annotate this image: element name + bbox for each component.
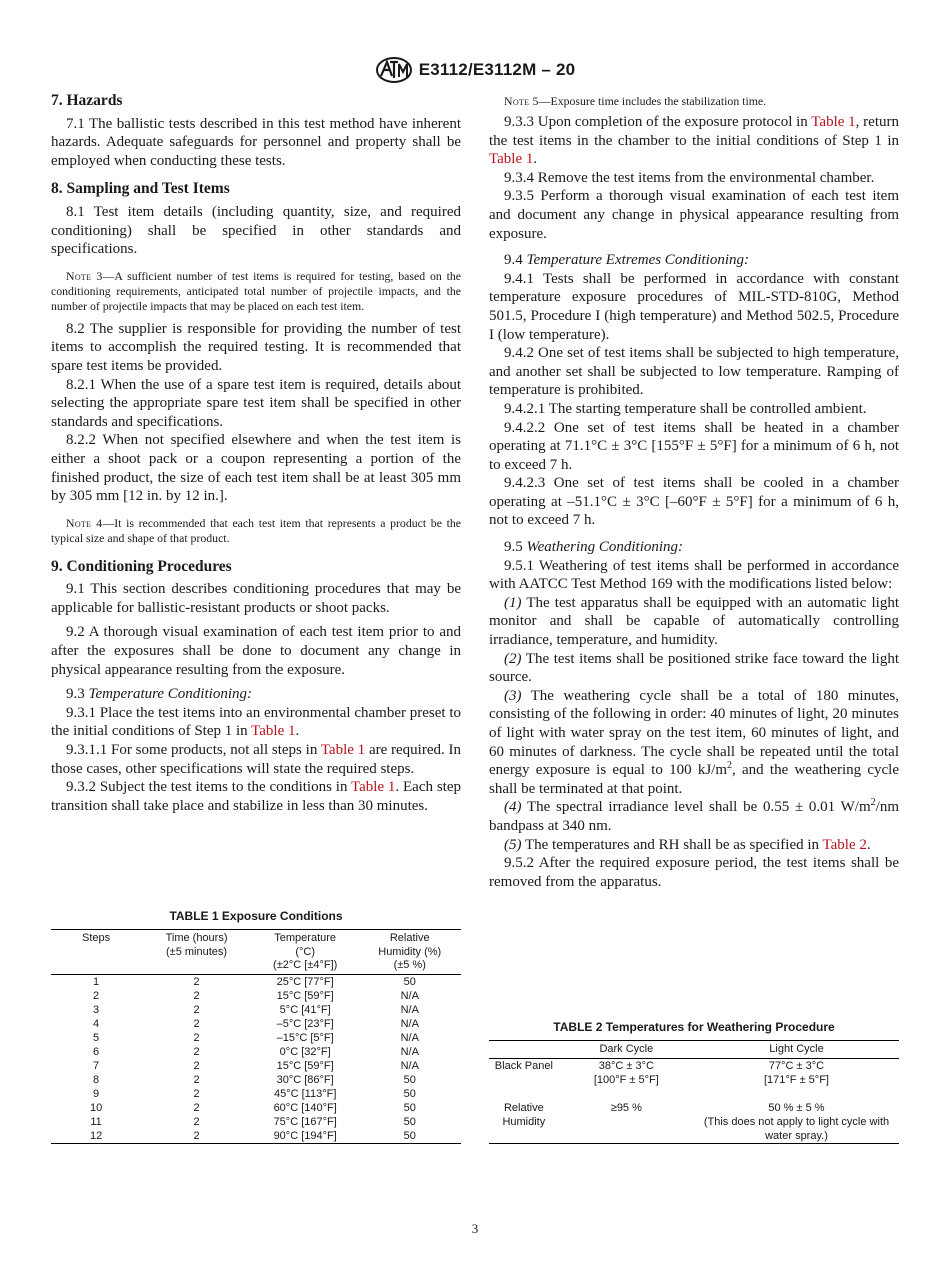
- table-cell-relative-humidity: [489, 1087, 559, 1144]
- paragraph-9-3-2-text-a: 9.3.2 Subject the test items to the conditions in: [66, 779, 351, 796]
- table-cell: 90°C [194°F]: [252, 1129, 359, 1144]
- section-8-heading: 8. Sampling and Test Items: [51, 180, 230, 198]
- list-item-3-end: , and the weathering cycle shall be terminated at that point.: [489, 762, 899, 797]
- paragraph-9-4: [489, 251, 899, 270]
- paragraph-9-3-2: [51, 778, 461, 815]
- cell-line: [171°F ± 5°F]: [764, 1073, 829, 1086]
- list-item-5-text: The temperatures and RH shall be as specified in: [521, 836, 823, 853]
- table-1-header-humidity: [358, 930, 461, 975]
- paragraph-9-4-title: Temperature Extremes Conditioning:: [526, 252, 749, 269]
- table-cell: N/A: [400, 1003, 419, 1016]
- table-cell: 11: [90, 1115, 102, 1128]
- table-cell: 50: [403, 1101, 416, 1114]
- table-cell: [694, 1058, 899, 1087]
- header-line: (±2°C [±4°F]): [273, 959, 338, 971]
- paragraph-9-4-number: 9.4: [504, 252, 527, 269]
- table-row: [51, 1003, 461, 1017]
- table-row: [51, 1101, 461, 1115]
- paragraph-9-5: [489, 538, 899, 557]
- section-7-heading: 7. Hazards: [51, 92, 123, 109]
- table-1-grid: [51, 929, 461, 1144]
- paragraph-9-3-5: 9.3.5 Perform a thorough visual examination of each test item and document any change in physical appearance resulting from exposure.: [489, 188, 899, 242]
- table-cell: 50: [403, 1073, 416, 1086]
- astm-logo-icon: [375, 56, 413, 84]
- note-3-label: Note 3: [66, 268, 103, 283]
- table-cell: N/A: [400, 989, 419, 1002]
- table-cell: –15°C [5°F]: [276, 1031, 334, 1044]
- paragraph-9-4-2: 9.4.2 One set of test items shall be subjected to high temperature, and another set shall be subjected to low temperature. Ramping of temperature is prohibited.: [489, 345, 899, 399]
- table-cell: N/A: [400, 1045, 419, 1058]
- table-cell: 1: [93, 975, 100, 988]
- table-cell: N/A: [400, 1059, 419, 1072]
- table-cell: 75°C [167°F]: [273, 1115, 337, 1128]
- table-cell: 5: [93, 1031, 100, 1044]
- list-item-5: [489, 836, 899, 855]
- paragraph-9-5-2: 9.5.2 After the required exposure period, the test items shall be removed from the apparatus.: [489, 855, 899, 890]
- header-line: (°C): [295, 945, 315, 958]
- document-code: E3112/E3112M – 20: [418, 60, 576, 79]
- table-cell: 2: [193, 975, 200, 988]
- table-1-header-temperature: [252, 930, 359, 975]
- table-cell: N/A: [400, 1031, 419, 1044]
- list-item-2: [489, 650, 899, 687]
- table-cell: 15°C [59°F]: [276, 1059, 334, 1072]
- table-cell: N/A: [400, 1017, 419, 1030]
- left-column: [51, 92, 461, 815]
- period: .: [533, 151, 538, 168]
- table-2: [489, 1020, 899, 1144]
- note-4-text: —It is recommended that each test item that represents a product be the typical size and shape of that product.: [51, 515, 462, 545]
- paragraph-9-3-number: 9.3: [66, 686, 89, 703]
- table-cell: 2: [193, 1045, 200, 1058]
- paragraph-9-5-title: Weathering Conditioning:: [526, 539, 684, 556]
- paragraph-8-2-2: 8.2.2 When not specified elsewhere and when the test item is either a shoot pack or a coupon representing a portion of the finished product, the size of each test item shall be at least 305 mm by 305 mm [12 in. by 12 in.].: [51, 432, 461, 505]
- cell-line: 50 % ± 5 %: [768, 1101, 825, 1114]
- table-cell: 4: [93, 1017, 100, 1030]
- paragraph-9-5-number: 9.5: [504, 539, 527, 556]
- cell-line: ≥95 %: [610, 1101, 642, 1114]
- note-5-text: —Exposure time includes the stabilization time.: [538, 94, 767, 108]
- table-cell: 50: [403, 1115, 416, 1128]
- table-cell: 2: [141, 1129, 252, 1144]
- table-row: [51, 1045, 461, 1059]
- page-number: 3: [471, 1221, 479, 1236]
- table-row: [51, 1059, 461, 1073]
- table-cell: 7: [93, 1059, 100, 1072]
- superscript: 2: [727, 760, 732, 772]
- table-cell: 15°C [59°F]: [276, 989, 334, 1002]
- table-cell: 0°C [32°F]: [279, 1045, 331, 1058]
- paragraph-9-3-1-1: [51, 741, 461, 778]
- right-column: [489, 94, 899, 891]
- table-cell: 50: [358, 1129, 461, 1144]
- paragraph-9-4-2-3: 9.4.2.3 One set of test items shall be cooled in a chamber operating at –51.1°C ± 3°C [–60°F ± 5°F] for a minimum of 6 h, not to exceed 7 h.: [489, 475, 899, 529]
- superscript: 2: [870, 797, 876, 809]
- note-4-label: Note 4: [66, 515, 103, 530]
- list-item-4-number: (4): [504, 799, 522, 816]
- header-line: Humidity (%): [378, 945, 442, 958]
- paragraph-9-4-2-1: 9.4.2.1 The starting temperature shall be controlled ambient.: [504, 400, 867, 417]
- table-1: [51, 909, 461, 1144]
- table-cell: –5°C [23°F]: [276, 1017, 334, 1030]
- paragraph-9-3: [51, 685, 461, 704]
- table-cell: 12: [51, 1129, 141, 1144]
- paragraph-9-4-1: 9.4.1 Tests shall be performed in accordance with constant temperature exposure procedures of MIL-STD-810G, Method 501.5, Procedure I (high temperature) and Method 502.5, Procedure I (low temperature).: [489, 270, 899, 343]
- table-cell: [559, 1058, 694, 1087]
- table-cell: 25°C [77°F]: [276, 975, 334, 988]
- table-1-link[interactable]: Table 1: [351, 779, 396, 796]
- list-item-1-text: The test apparatus shall be equipped with an automatic light monitor and shall be capable of automatically controlling irradiance, temperature, and humidity.: [489, 594, 899, 649]
- paragraph-9-3-1-1-text-a: 9.3.1.1 For some products, not all steps in: [66, 742, 321, 759]
- paragraph-9-3-3: [489, 113, 899, 169]
- table-row: [51, 1031, 461, 1045]
- table-cell: 45°C [113°F]: [273, 1087, 337, 1100]
- paragraph-9-3-2-text-b: . Each step transition shall take place and stabilize in less than 30 minutes.: [51, 779, 461, 814]
- table-cell: 10: [89, 1101, 103, 1114]
- table-cell: 50: [403, 975, 416, 988]
- period: .: [866, 836, 871, 853]
- table-1-link[interactable]: Table 1: [811, 114, 856, 130]
- list-item-3-text: The weathering cycle shall be a total of 180 minutes, consisting of the following in order: 40 minutes of light, 20 minutes of light with water spray on the test item, 60 minutes of light, and 60 minutes of darkness. The cycle shall be repeated until the total energy exposure is equal to 100 kJ/m: [489, 687, 899, 779]
- cell-line: water spray.): [765, 1129, 828, 1142]
- table-cell: 30°C [86°F]: [276, 1073, 334, 1086]
- table-2-grid: [489, 1040, 899, 1144]
- table-cell: 50: [403, 1087, 416, 1100]
- paragraph-9-3-3-text-a: 9.3.3 Upon completion of the exposure protocol in: [504, 114, 812, 130]
- paragraph-8-2-1: 8.2.1 When the use of a spare test item is required, details about selecting the appropriate spare test item shall be specified in other standards and specifications.: [51, 376, 461, 430]
- table-row: [51, 1073, 461, 1087]
- table-cell: 8: [93, 1073, 100, 1086]
- table-cell: 2: [193, 1017, 200, 1030]
- table-1-link[interactable]: Table 1: [320, 742, 366, 759]
- paragraph-9-4-2-2: 9.4.2.2 One set of test items shall be heated in a chamber operating at 71.1°C ± 3°C [155°F ± 5°F] for a minimum of 6 h, not to exceed 7 h.: [489, 419, 899, 473]
- table-cell-black-panel: [489, 1058, 559, 1087]
- paragraph-9-3-1-1-text-b: are required. In those cases, other specifications will state the required steps.: [51, 742, 462, 777]
- period: .: [295, 723, 300, 740]
- table-cell: 2: [193, 1003, 200, 1016]
- table-row: [489, 1087, 899, 1144]
- paragraph-9-2: 9.2 A thorough visual examination of each test item prior to and after the exposures shall be done to document any change in physical appearance resulting from the exposure.: [51, 624, 461, 678]
- paragraph-9-3-title: Temperature Conditioning:: [88, 686, 252, 703]
- table-cell: 60°C [140°F]: [273, 1101, 337, 1114]
- cell-line: Relative: [503, 1101, 544, 1114]
- list-item-1: [489, 594, 899, 650]
- header-line: Time (hours): [165, 932, 228, 944]
- table-cell: 3: [93, 1003, 100, 1016]
- table-row: [51, 974, 461, 989]
- table-cell: 2: [193, 1115, 200, 1128]
- list-item-1-number: (1): [504, 594, 522, 611]
- table-1-title: TABLE 1 Exposure Conditions: [169, 909, 343, 923]
- table-row: [489, 1058, 899, 1087]
- table-row: [51, 1017, 461, 1031]
- table-cell: 9: [93, 1087, 100, 1100]
- list-item-4: [489, 798, 899, 835]
- table-cell: 2: [193, 1087, 200, 1100]
- list-item-4-end: /nm bandpass at 340 nm.: [489, 799, 899, 834]
- list-item-2-text: The test items shall be positioned strike face toward the light source.: [489, 650, 899, 686]
- cell-line: Humidity: [502, 1115, 546, 1128]
- paragraph-9-3-4: 9.3.4 Remove the test items from the environmental chamber.: [504, 169, 875, 186]
- table-row: [51, 1115, 461, 1129]
- list-item-3-number: (3): [504, 687, 522, 704]
- section-9-heading: 9. Conditioning Procedures: [51, 557, 232, 575]
- paragraph-8-1: 8.1 Test item details (including quantity, size, and required conditioning) shall be specified in other standards and specifications.: [51, 203, 461, 258]
- page-header: [0, 56, 950, 84]
- note-4: [51, 516, 461, 546]
- table-cell: 2: [193, 1073, 200, 1086]
- table-2-header-blank: [489, 1041, 559, 1059]
- table-1-link[interactable]: Table 1: [251, 723, 296, 740]
- table-1-header-time: [141, 930, 252, 975]
- table-2-link[interactable]: Table 2: [822, 836, 867, 853]
- table-1-link[interactable]: Table 1: [489, 151, 534, 168]
- cell-line: (This does not apply to light cycle with: [703, 1115, 890, 1128]
- note-5-label: Note 5: [504, 94, 539, 108]
- table-1-body: [51, 974, 461, 1143]
- list-item-3: [489, 687, 899, 799]
- table-row: [51, 1087, 461, 1101]
- table-1-header-steps: [51, 930, 141, 975]
- table-cell: [694, 1087, 899, 1144]
- paragraph-7-1: 7.1 The ballistic tests described in this test method have inherent hazards. Adequate safeguards for personnel and property shall be employed when conducting these tests.: [51, 115, 461, 169]
- paragraph-9-5-1: 9.5.1 Weathering of test items shall be performed in accordance with AATCC Test Method 169 with the modifications listed below:: [489, 557, 899, 593]
- list-item-4-text: The spectral irradiance level shall be 0.55 ± 0.01 W/m: [521, 799, 871, 816]
- header-line: (±5 minutes): [166, 945, 228, 958]
- note-3-text: —A sufficient number of test items is required for testing, based on the conditioning requirements, anticipated total number of projectile impacts, and the number of projectile impacts that may be placed on each test item.: [51, 268, 461, 313]
- table-row: [51, 1129, 461, 1144]
- header-line: (±5 %): [393, 959, 426, 971]
- table-cell: 2: [193, 989, 200, 1002]
- header-line: Relative: [389, 932, 430, 944]
- header-line: Steps: [82, 932, 111, 944]
- paragraph-8-2: 8.2 The supplier is responsible for providing the number of test items to accomplish the required testing. It is recommended that spare test items be provided.: [51, 320, 461, 374]
- header-line: Temperature: [274, 932, 337, 944]
- note-3: [51, 269, 461, 314]
- table-2-title: TABLE 2 Temperatures for Weathering Procedure: [553, 1020, 835, 1034]
- list-item-5-number: (5): [504, 836, 522, 853]
- table-cell: 2: [193, 1031, 200, 1044]
- table-2-header-dark-cycle: Dark Cycle: [559, 1041, 694, 1059]
- table-cell: [559, 1087, 694, 1144]
- table-cell: 2: [93, 989, 100, 1002]
- note-5: [489, 94, 899, 109]
- table-cell: 2: [193, 1059, 200, 1072]
- table-cell: 5°C [41°F]: [279, 1003, 331, 1016]
- table-cell: 2: [193, 1101, 200, 1114]
- table-row: [51, 989, 461, 1003]
- paragraph-9-3-1-text: 9.3.1 Place the test items into an environmental chamber preset to the initial conditions of Step 1 in: [51, 704, 461, 740]
- table-2-body: [489, 1058, 899, 1143]
- cell-line: 38°C ± 3°C: [598, 1059, 654, 1072]
- paragraph-9-3-3-text-b: , return the test items in the chamber to the initial conditions of Step 1 in: [489, 114, 900, 149]
- table-cell: 6: [93, 1045, 100, 1058]
- paragraph-9-1: 9.1 This section describes conditioning procedures that may be applicable for ballistic-resistant products or shoot packs.: [51, 581, 461, 616]
- cell-line: 77°C ± 3°C: [768, 1059, 825, 1072]
- table-2-header-light-cycle: Light Cycle: [694, 1041, 899, 1059]
- paragraph-9-3-1: [51, 704, 461, 741]
- cell-line: [100°F ± 5°F]: [593, 1073, 659, 1086]
- cell-line: Black Panel: [494, 1059, 553, 1072]
- list-item-2-number: (2): [504, 650, 522, 667]
